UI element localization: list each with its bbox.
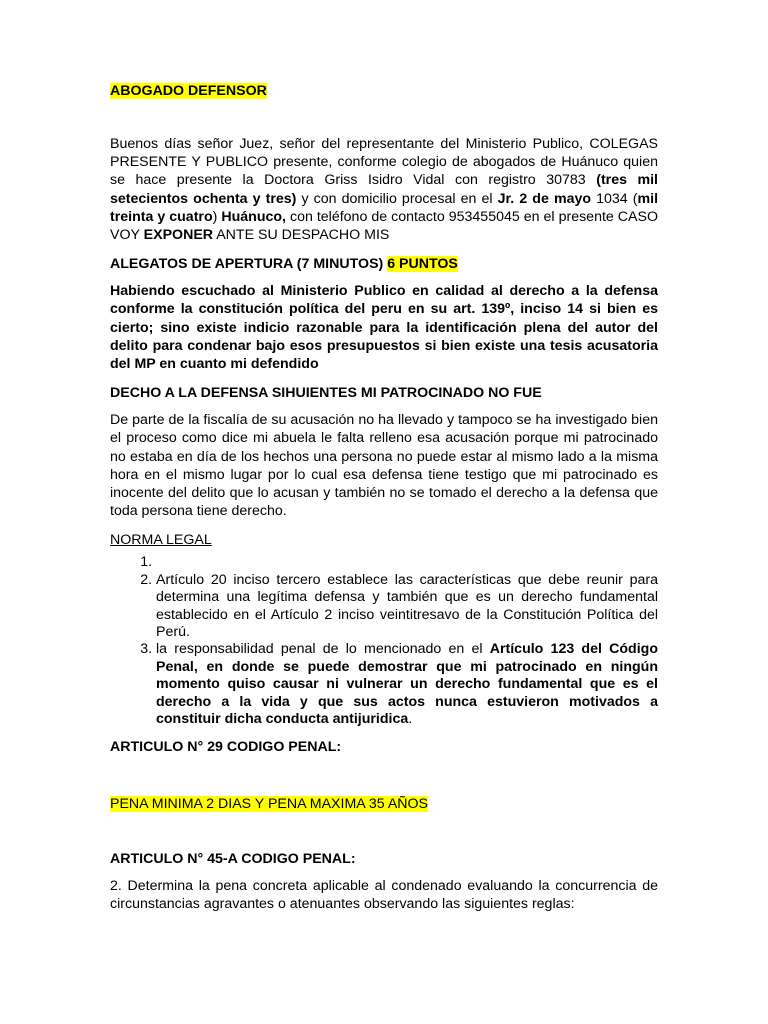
- list-item: [156, 554, 658, 571]
- alegatos-label: ALEGATOS DE APERTURA (7 MINUTOS): [110, 256, 388, 273]
- intro-paragraph: [110, 135, 658, 244]
- pena-line: [110, 796, 658, 812]
- list-item-text: la responsabilidad penal de lo mencionado en el: [156, 641, 490, 658]
- list-item-bold: Artículo 123 del Código Penal, en donde se puede demostrar que mi patrocinado en ningún momento quiso causar ni vulnerar un derecho fundamental que es el derecho a la vida y que sus actos nunca estuvieron motivados a constituir dicha conducta antijuridica: [156, 641, 658, 728]
- alegatos-highlight: 6 PUNTOS: [387, 256, 458, 273]
- norma-legal-list: [110, 554, 658, 728]
- title-highlight: ABOGADO DEFENSOR: [110, 83, 267, 99]
- intro-text-4: ): [212, 208, 222, 225]
- intro-bold-exponer: EXPONER: [143, 227, 214, 244]
- defensa-heading: DECHO A LA DEFENSA SIHUIENTES MI PATROCINADO NO FUE: [110, 385, 542, 402]
- articulo-29-heading: ARTICULO N° 29 CODIGO PENAL:: [110, 738, 342, 755]
- list-item: [156, 641, 658, 728]
- document-title: [110, 83, 658, 99]
- norma-legal-label: NORMA LEGAL: [110, 532, 212, 549]
- intro-text-2: y con domicilio procesal en el: [296, 190, 498, 207]
- fiscalia-paragraph: De parte de la fiscalía de su acusación no ha llevado y tampoco se ha investigado bien el proceso como dice mi abuela le falta relleno esa acusación porque mi patrocinado no estaba en día de los hechos una persona no puede estar al mismo lado a la misma hora en el mismo lugar por lo cual esa defensa tiene testigo que mi patrocinado es inocente del delito que lo acusan y también no se tomado el derecho a la defensa que toda persona tiene derecho.: [110, 412, 658, 520]
- pena-highlight: PENA MINIMA 2 DIAS Y PENA MAXIMA 35 AÑOS: [110, 795, 429, 812]
- document-body: [110, 83, 658, 913]
- intro-bold-address: Jr. 2 de mayo: [497, 190, 592, 207]
- habiendo-paragraph: Habiendo escuchado al Ministerio Publico en calidad al derecho a la defensa conforme la constitución política del peru en su art. 139º, inciso 14 si bien es cierto; sino existe indicio razonable para la identificación plena del autor del delito para condenar bajo esos presupuestos si bien existe una tesis acusatoria del MP en cuanto mi defendido: [110, 283, 658, 373]
- intro-bold-number: mil treinta y cuatro: [110, 190, 659, 225]
- intro-bold-city: Huánuco,: [221, 208, 286, 225]
- list-item: 2. Artículo 20 inciso tercero establece las características que debe reunir para determina una legítima defensa y también que es un derecho fundamental establecido en el Artículo 2 inciso veintitresavo de la Constitución Política del Perú.: [156, 572, 658, 642]
- intro-text-5: con teléfono de contacto 953455045 en el presente CASO VOY: [110, 208, 658, 244]
- intro-text-1: Buenos días señor Juez, señor del representante del Ministerio Publico, COLEGAS PRESENTE Y PUBLICO presente, conforme colegio de abogados de Huánuco quien se hace presente la Doctora Griss Isidro Vidal con registro 30783: [110, 136, 658, 189]
- intro-text-6: ANTE SU DESPACHO MIS: [213, 227, 390, 244]
- intro-text-3: 1034 (: [591, 190, 638, 207]
- determina-paragraph: 2. Determina la pena concreta aplicable al condenado evaluando la concurrencia de circunstancias agravantes o atenuantes observando las siguientes reglas:: [110, 877, 658, 912]
- list-item-end: .: [408, 711, 413, 728]
- articulo-45a-heading: ARTICULO N° 45-A CODIGO PENAL:: [110, 850, 356, 867]
- norma-legal-heading: [110, 532, 658, 548]
- intro-bold-registro: (tres mil setecientos ochenta y tres): [110, 172, 658, 207]
- alegatos-heading: [110, 256, 658, 272]
